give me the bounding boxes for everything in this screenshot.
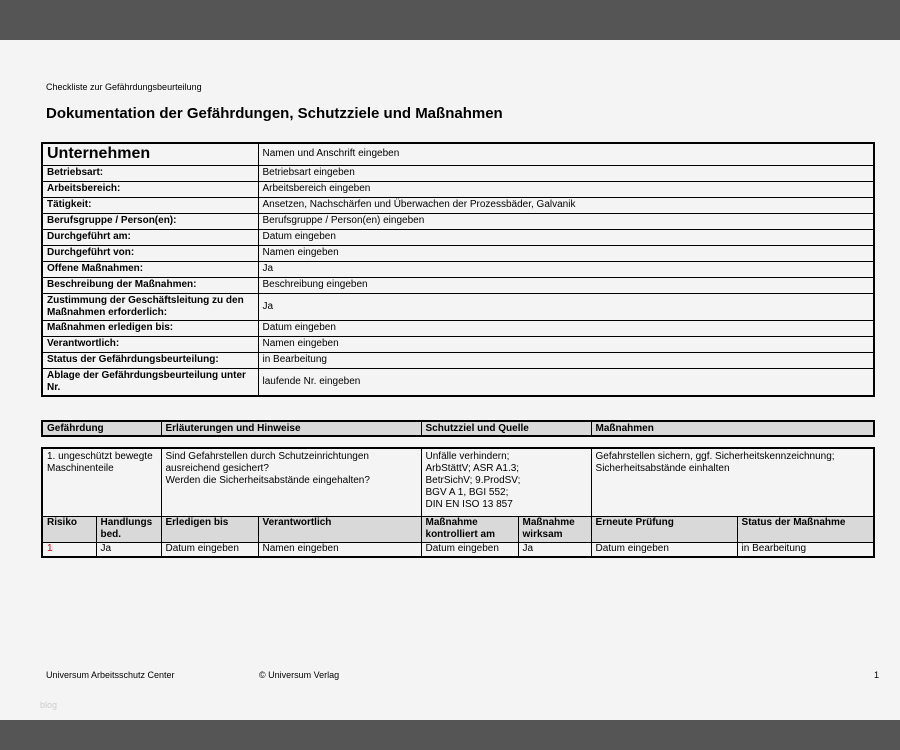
responsible-value[interactable]: Namen eingeben: [258, 542, 421, 557]
header-handlungsbedarf: Handlungsbed.: [96, 516, 161, 542]
row-value[interactable]: Betriebsart eingeben: [258, 165, 874, 181]
row-value[interactable]: Ansetzen, Nachschärfen und Überwachen der Prozessbäder, Galvanik: [258, 197, 874, 213]
footer-center: © Universum Verlag: [259, 670, 340, 680]
row-label: Betriebsart:: [42, 165, 258, 181]
due-date-value[interactable]: Datum eingeben: [161, 542, 258, 557]
row-value[interactable]: Ja: [258, 261, 874, 277]
bottom-bar: [0, 720, 900, 750]
watermark: blog: [40, 700, 58, 710]
row-label: Verantwortlich:: [42, 336, 258, 352]
row-value[interactable]: Namen eingeben: [258, 245, 874, 261]
document-subtitle: Checkliste zur Gefährdungsbeurteilung: [46, 82, 202, 92]
row-label: Status der Gefährdungsbeurteilung:: [42, 352, 258, 368]
hazard-measures[interactable]: Gefahrstellen sichern, ggf. Sicherheitskennzeichnung; Sicherheitsabstände einhalten: [591, 448, 874, 516]
row-label: Arbeitsbereich:: [42, 181, 258, 197]
hazard-header-table: [41, 420, 875, 437]
source-line: BetrSichV; 9.ProdSV;: [425, 475, 521, 486]
top-bar: [0, 0, 900, 40]
row-label: Maßnahmen erledigen bis:: [42, 320, 258, 336]
source-line: ArbStättV; ASR A1.3;: [425, 463, 520, 474]
header-erledigen-bis: Erledigen bis: [161, 516, 258, 542]
row-label: Ablage der Gefährdungsbeurteilung unter Nr.: [42, 368, 258, 396]
row-label: Berufsgruppe / Person(en):: [42, 213, 258, 229]
explanation-line: Werden die Sicherheitsabstände eingehalten?: [165, 475, 370, 486]
row-value[interactable]: Datum eingeben: [258, 320, 874, 336]
checked-date-value[interactable]: Datum eingeben: [421, 542, 518, 557]
recheck-date-value[interactable]: Datum eingeben: [591, 542, 737, 557]
hazard-name[interactable]: 1. ungeschützt bewegte Maschinenteile: [42, 448, 161, 516]
header-massnahmen: Maßnahmen: [591, 421, 874, 436]
row-label: Beschreibung der Maßnahmen:: [42, 277, 258, 293]
company-heading: Unternehmen: [42, 143, 258, 165]
row-value[interactable]: laufende Nr. eingeben: [258, 368, 874, 396]
header-risiko: Risiko: [42, 516, 96, 542]
row-label: Zustimmung der Geschäftsleitung zu den Maßnahmen erforderlich:: [42, 293, 258, 320]
header-schutzziel: Schutzziel und Quelle: [421, 421, 591, 436]
row-value[interactable]: in Bearbeitung: [258, 352, 874, 368]
row-value[interactable]: Datum eingeben: [258, 229, 874, 245]
header-erneute-pruefung: Erneute Prüfung: [591, 516, 737, 542]
header-gefaehrdung: Gefährdung: [42, 421, 161, 436]
explanation-line: Sind Gefahrstellen durch Schutzeinrichtungen ausreichend gesichert?: [165, 451, 369, 474]
source-line: Unfälle verhindern;: [425, 451, 510, 462]
company-value[interactable]: Namen und Anschrift eingeben: [258, 143, 874, 165]
effective-value[interactable]: Ja: [518, 542, 591, 557]
footer-left: Universum Arbeitsschutz Center: [46, 670, 175, 680]
header-wirksam: Maßnahme wirksam: [518, 516, 591, 542]
source-line: DIN EN ISO 13 857: [425, 499, 513, 510]
page-title: Dokumentation der Gefährdungen, Schutzziele und Maßnahmen: [46, 105, 503, 122]
header-kontrolliert-am: Maßnahme kontrolliert am: [421, 516, 518, 542]
page-number: 1: [874, 670, 880, 680]
header-erlaeuterungen: Erläuterungen und Hinweise: [161, 421, 421, 436]
hazard-protection-goal[interactable]: [421, 448, 591, 516]
risk-value[interactable]: 1: [42, 542, 96, 557]
row-value[interactable]: Arbeitsbereich eingeben: [258, 181, 874, 197]
row-value[interactable]: Namen eingeben: [258, 336, 874, 352]
action-required-value[interactable]: Ja: [96, 542, 161, 557]
measure-status-value[interactable]: in Bearbeitung: [737, 542, 874, 557]
header-verantwortlich: Verantwortlich: [258, 516, 421, 542]
row-label: Tätigkeit:: [42, 197, 258, 213]
hazard-table: [41, 447, 875, 558]
source-line: BGV A 1, BGI 552;: [425, 487, 509, 498]
row-label: Durchgeführt am:: [42, 229, 258, 245]
row-label: Offene Maßnahmen:: [42, 261, 258, 277]
row-label: Durchgeführt von:: [42, 245, 258, 261]
hazard-explanation[interactable]: [161, 448, 421, 516]
row-value[interactable]: Ja: [258, 293, 874, 320]
row-value[interactable]: Beschreibung eingeben: [258, 277, 874, 293]
header-status: Status der Maßnahme: [737, 516, 874, 542]
row-value[interactable]: Berufsgruppe / Person(en) eingeben: [258, 213, 874, 229]
company-info-table: [41, 142, 875, 397]
